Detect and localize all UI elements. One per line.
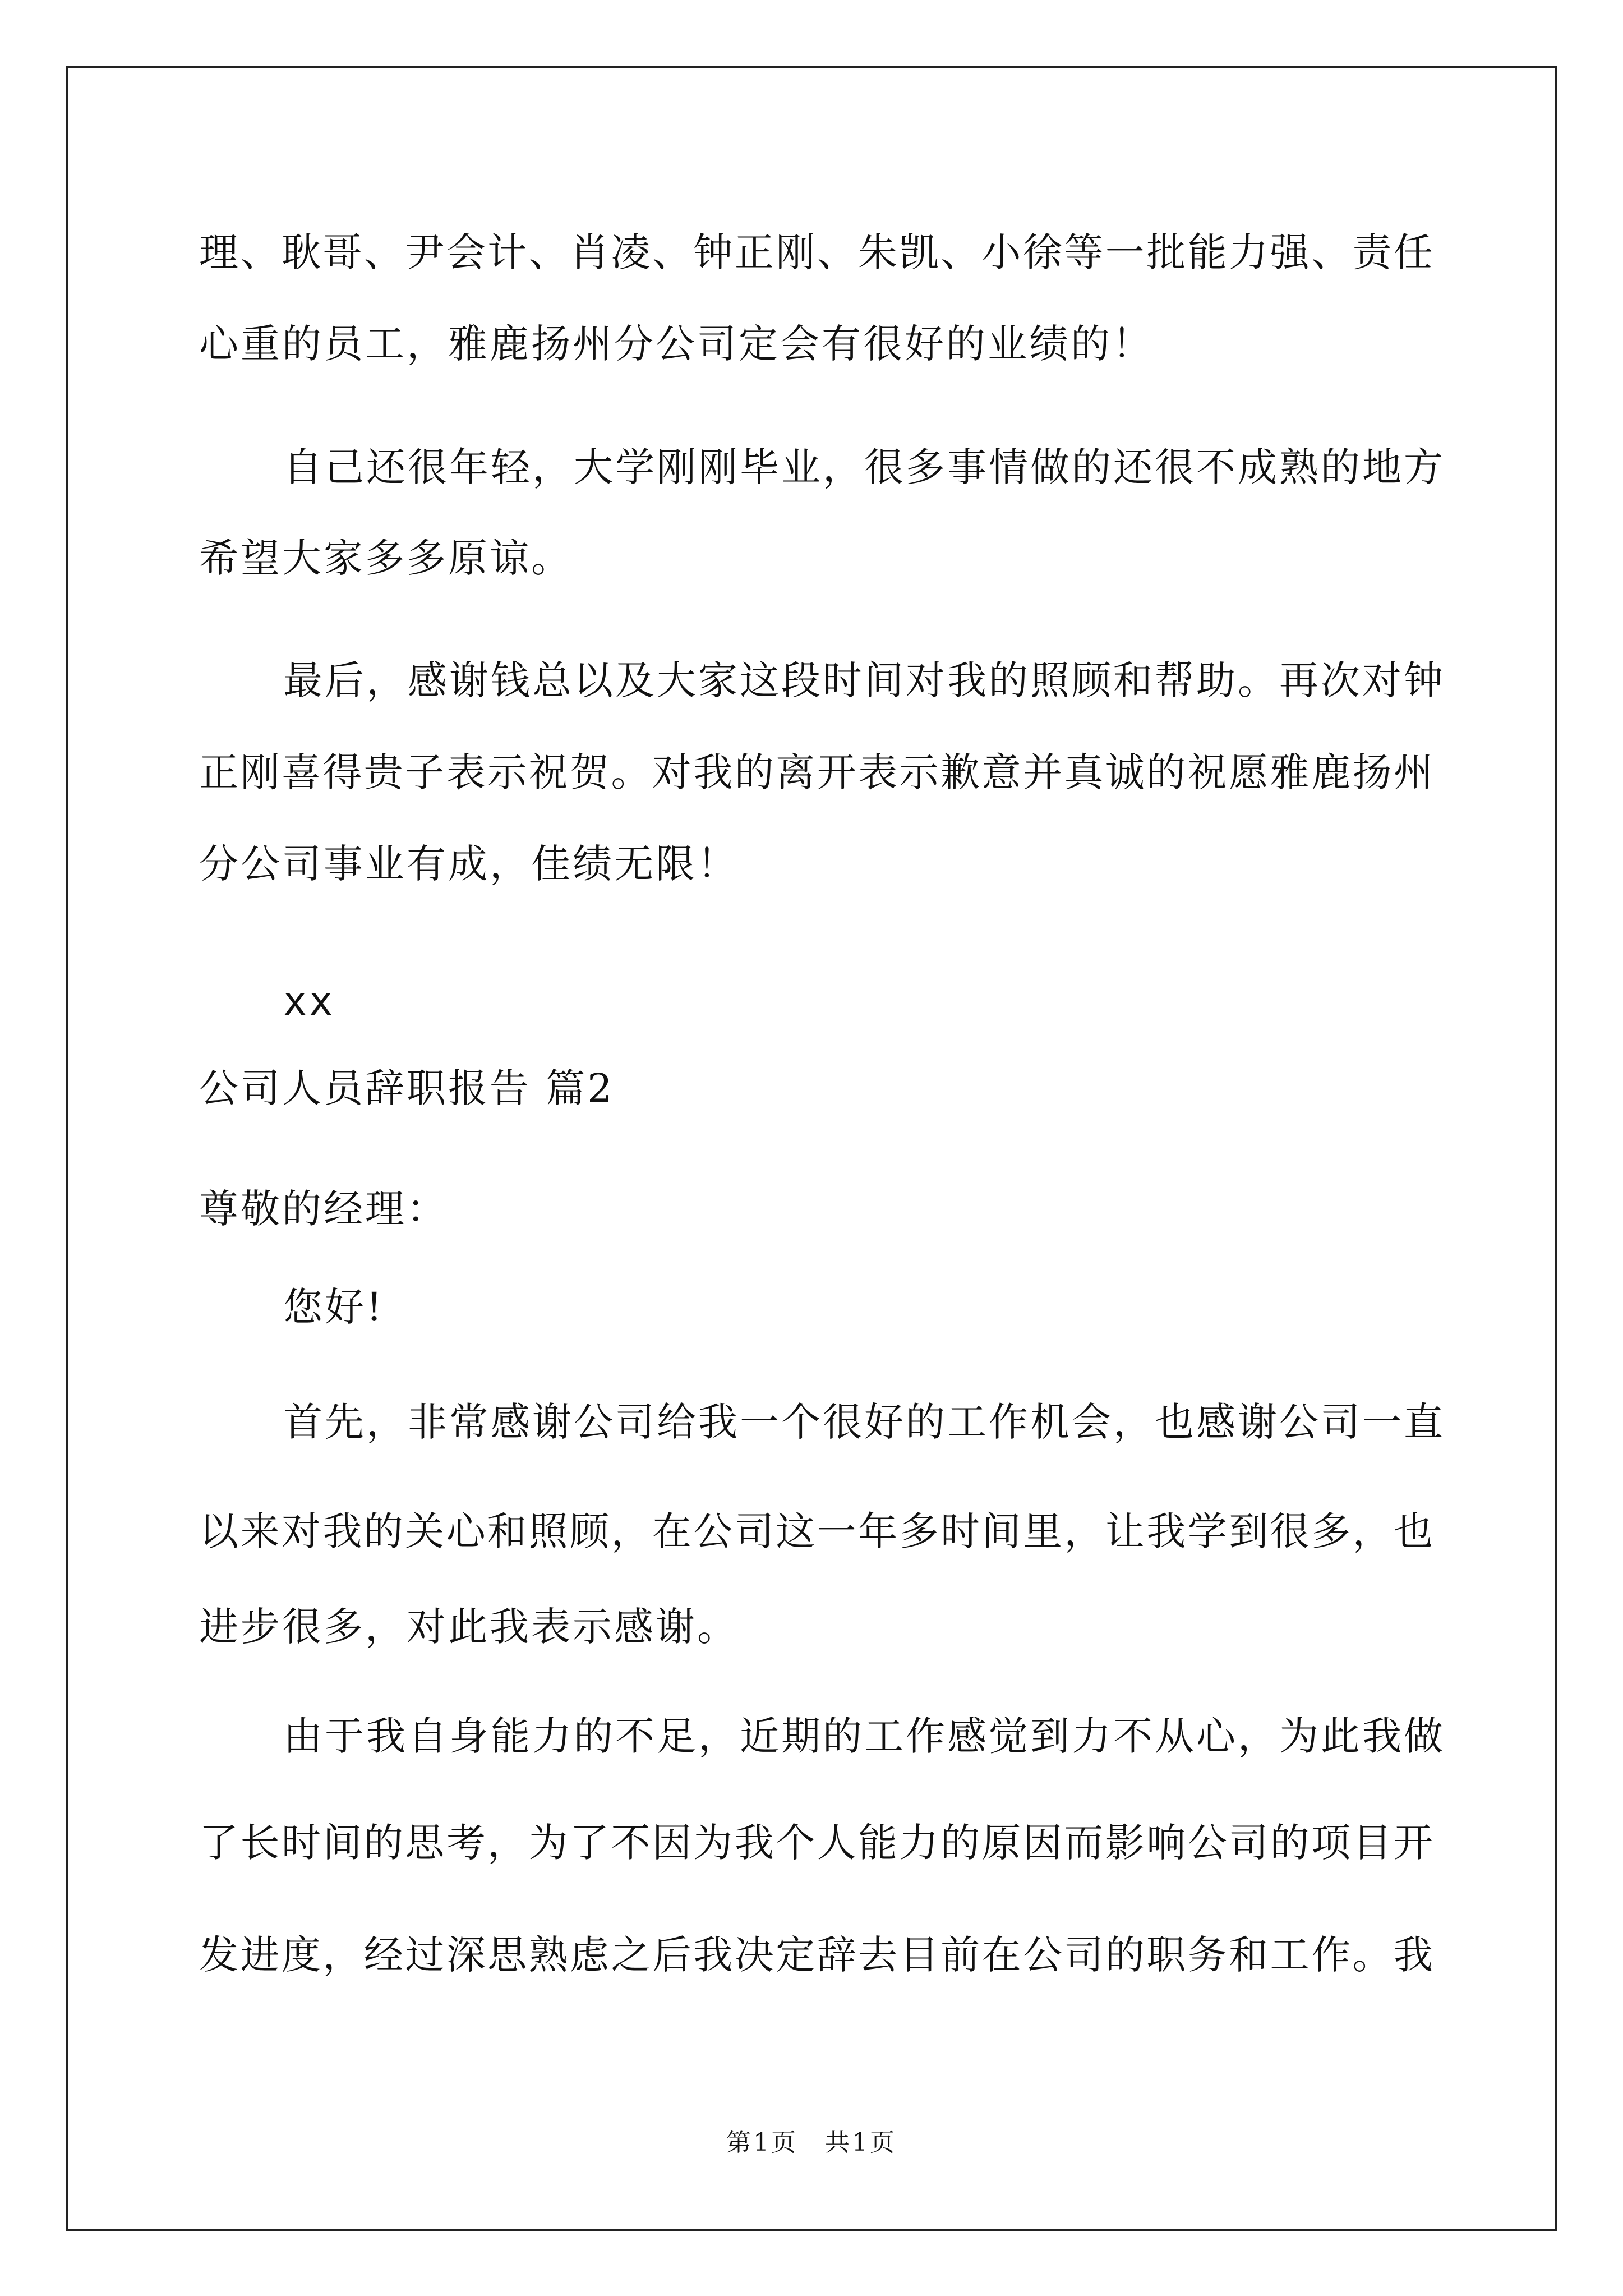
text-line: 分公司事业有成，佳绩无限！ — [199, 841, 739, 887]
text-line: 发进度，经过深思熟虑之后我决定辞去目前在公司的职务和工作。我 — [199, 1932, 1433, 1978]
text-line: 首先，非常感谢公司给我一个很好的工作机会，也感谢公司一直 — [283, 1399, 1445, 1445]
text-line: 正刚喜得贵子表示祝贺。对我的离开表示歉意并真诚的祝愿雅鹿扬州 — [199, 749, 1433, 795]
text-line: 由于我自身能力的不足，近期的工作感觉到力不从心，为此我做 — [283, 1713, 1445, 1759]
text-line: 进步很多，对此我表示感谢。 — [199, 1604, 739, 1650]
text-line: 了长时间的思考，为了不因为我个人能力的原因而影响公司的项目开 — [199, 1820, 1433, 1866]
page-border — [66, 66, 1557, 2231]
text-line: 以来对我的关心和照顾，在公司这一年多时间里，让我学到很多，也 — [199, 1508, 1433, 1554]
salutation: 尊敬的经理： — [199, 1186, 448, 1232]
text-line: 理、耿哥、尹会计、肖凌、钟正刚、朱凯、小徐等一批能力强、责任 — [199, 229, 1433, 275]
page-number-footer: 第1页 共1页 — [726, 2128, 897, 2157]
signature-placeholder: xx — [283, 978, 335, 1024]
text-line: 希望大家多多原谅。 — [199, 535, 573, 581]
text-line: 心重的员工，雅鹿扬州分公司定会有很好的业绩的！ — [199, 321, 1154, 367]
text-line: 最后，感谢钱总以及大家这段时间对我的照顾和帮助。再次对钟 — [283, 657, 1445, 703]
greeting: 您好! — [283, 1284, 385, 1330]
section-heading: 公司人员辞职报告 篇2 — [199, 1065, 615, 1111]
text-line: 自己还很年轻，大学刚刚毕业，很多事情做的还很不成熟的地方 — [283, 444, 1445, 490]
